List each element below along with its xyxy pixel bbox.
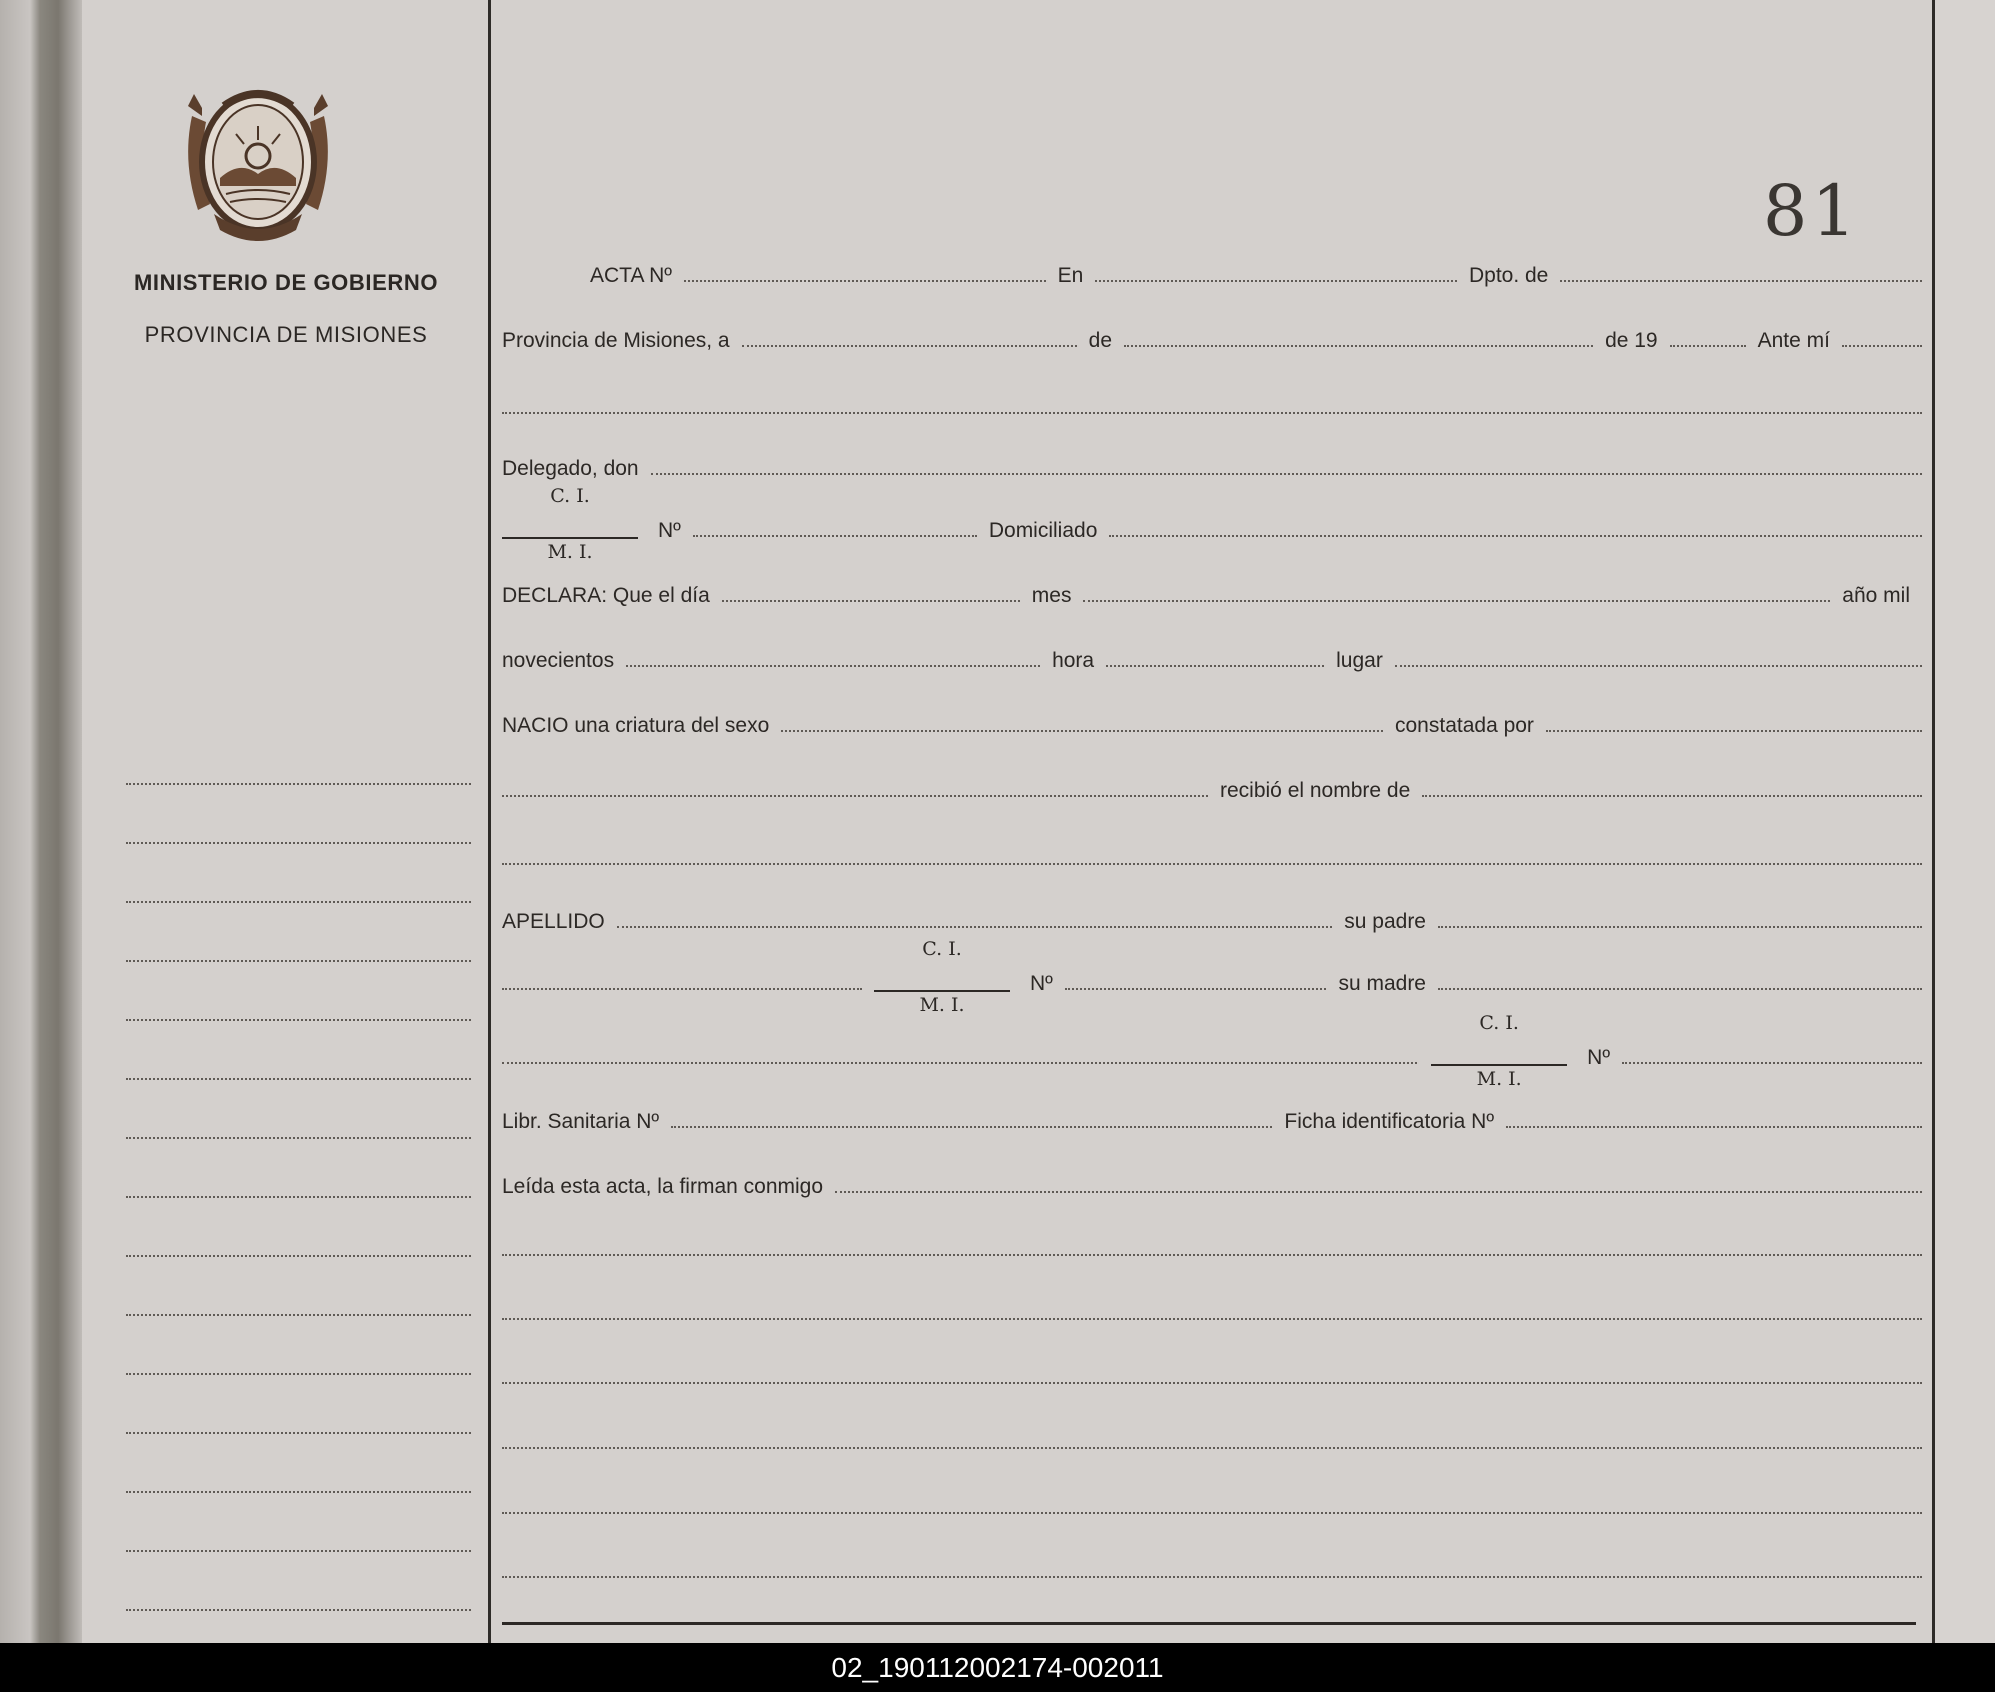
margin-line [126,1314,471,1316]
fraction-bar [502,537,638,539]
constatada-field[interactable] [1546,729,1922,732]
form-row-delegado [502,451,1922,481]
form-row-padre-ci [502,938,1922,1016]
apellido-field[interactable] [617,925,1333,928]
margin-line [126,1550,471,1552]
novecientos-field[interactable] [626,664,1040,667]
form-row-novecientos [502,643,1922,673]
form-row-madre-ci [502,1012,1922,1090]
lugar-label: lugar [1336,649,1383,672]
signature-line[interactable] [502,1254,1922,1256]
de-label: de [1088,329,1113,352]
acta-label: ACTA Nº [590,264,672,287]
dia-field[interactable] [742,344,1077,347]
margin-line [126,1196,471,1198]
form-row-apellido [502,904,1922,934]
mi-label: M. I. [547,541,593,563]
page-number: 81 [1762,170,1860,252]
provincial-seal-icon [140,82,376,248]
form-row-recibio [502,773,1922,803]
signature-line[interactable] [502,1447,1922,1449]
padre-extra-field[interactable] [502,987,862,990]
leida-label: Leída esta acta, la firman conmigo [502,1175,824,1198]
madre-ci-mi-fraction [1431,1012,1567,1090]
declara-dia-field[interactable] [722,599,1020,602]
fraction-bar [1431,1064,1567,1066]
padre-ci-number-field[interactable] [1065,987,1327,990]
form-row-nacio [502,708,1922,738]
margin-line [126,842,471,844]
acta-number-field[interactable] [684,279,1046,282]
sexo-field[interactable] [781,729,1383,732]
binding-spine [0,0,82,1643]
libreta-sanitaria-label: Libr. Sanitaria Nº [502,1110,660,1133]
anio-mil-label: año mil [1842,584,1910,607]
signature-line[interactable] [502,1382,1922,1384]
en-field[interactable] [1095,279,1457,282]
dpto-field[interactable] [1560,279,1922,282]
form-row-ci [502,485,1922,563]
madre-ci-number-field[interactable] [1622,1061,1922,1064]
margin-line [126,1432,471,1434]
domiciliado-field[interactable] [1109,534,1922,537]
numero-label: Nº [1030,972,1053,995]
nombre-field[interactable] [1422,794,1922,797]
numero-label: Nº [1587,1046,1610,1069]
margin-line [126,1609,471,1611]
right-edge [1935,0,1995,1643]
dpto-label: Dpto. de [1468,264,1549,287]
ficha-label: Ficha identificatoria Nº [1284,1110,1494,1133]
ci-number-field[interactable] [693,534,977,537]
signature-line[interactable] [502,1576,1922,1578]
libreta-sanitaria-field[interactable] [671,1125,1272,1128]
novecientos-label: novecientos [502,649,615,672]
mi-label: M. I. [919,994,965,1016]
ci-mi-fraction [502,485,638,563]
ante-mi-label: Ante mí [1757,329,1830,352]
form-row-acta [502,258,1922,288]
margin-line [126,1137,471,1139]
column-divider [488,0,491,1643]
padre-ci-mi-fraction [874,938,1010,1016]
domiciliado-label: Domiciliado [988,519,1098,542]
signature-line[interactable] [502,1318,1922,1320]
province-title: PROVINCIA DE MISIONES [144,322,428,347]
ci-label: C. I. [922,938,962,960]
signature-line[interactable] [502,1512,1922,1514]
delegado-label: Delegado, don [502,457,639,480]
recibio-prefix-field[interactable] [502,794,1208,797]
margin-line [126,1373,471,1375]
declara-label: DECLARA: Que el día [502,584,710,607]
form-row-provincia [502,323,1922,353]
numero-label: Nº [658,519,681,542]
nacio-label: NACIO una criatura del sexo [502,714,770,737]
margin-line [126,783,471,785]
ante-mi-field[interactable] [1842,344,1922,347]
mes-label: mes [1031,584,1072,607]
margin-line [126,901,471,903]
ci-label: C. I. [1479,1012,1519,1034]
delegado-field[interactable] [651,472,1922,475]
margin-line [126,1078,471,1080]
declara-mes-field[interactable] [1083,599,1830,602]
blank-line[interactable] [502,863,1922,865]
de-19-label: de 19 [1605,329,1658,352]
mi-label: M. I. [1476,1068,1522,1090]
margin-line [126,1019,471,1021]
hora-label: hora [1052,649,1095,672]
ci-label: C. I. [550,485,590,507]
firmantes-field[interactable] [835,1190,1922,1193]
fraction-bar [874,990,1010,992]
mes-field[interactable] [1124,344,1593,347]
ministry-title: MINISTERIO DE GOBIERNO [133,270,439,295]
margin-line [126,960,471,962]
form-row-declara [502,578,1922,608]
provincia-label: Provincia de Misiones, a [502,329,730,352]
madre-field[interactable] [1438,987,1922,990]
su-padre-label: su padre [1344,910,1426,933]
form-row-libreta [502,1104,1922,1134]
image-caption: 02_190112002174-002011 [831,1652,1164,1683]
margin-line [126,1255,471,1257]
lugar-field[interactable] [1395,664,1922,667]
margin-line [126,1491,471,1493]
apellido-label: APELLIDO [502,910,605,933]
ficha-field[interactable] [1506,1125,1922,1128]
madre-extra-field[interactable] [502,1061,1417,1064]
su-madre-label: su madre [1338,972,1426,995]
padre-field[interactable] [1438,925,1922,928]
en-label: En [1057,264,1084,287]
form-row-leida [502,1169,1922,1199]
recibio-label: recibió el nombre de [1220,779,1411,802]
hora-field[interactable] [1106,664,1324,667]
blank-line[interactable] [502,412,1922,414]
anio-field[interactable] [1670,344,1746,347]
constatada-label: constatada por [1395,714,1534,737]
bottom-rule [502,1622,1916,1625]
